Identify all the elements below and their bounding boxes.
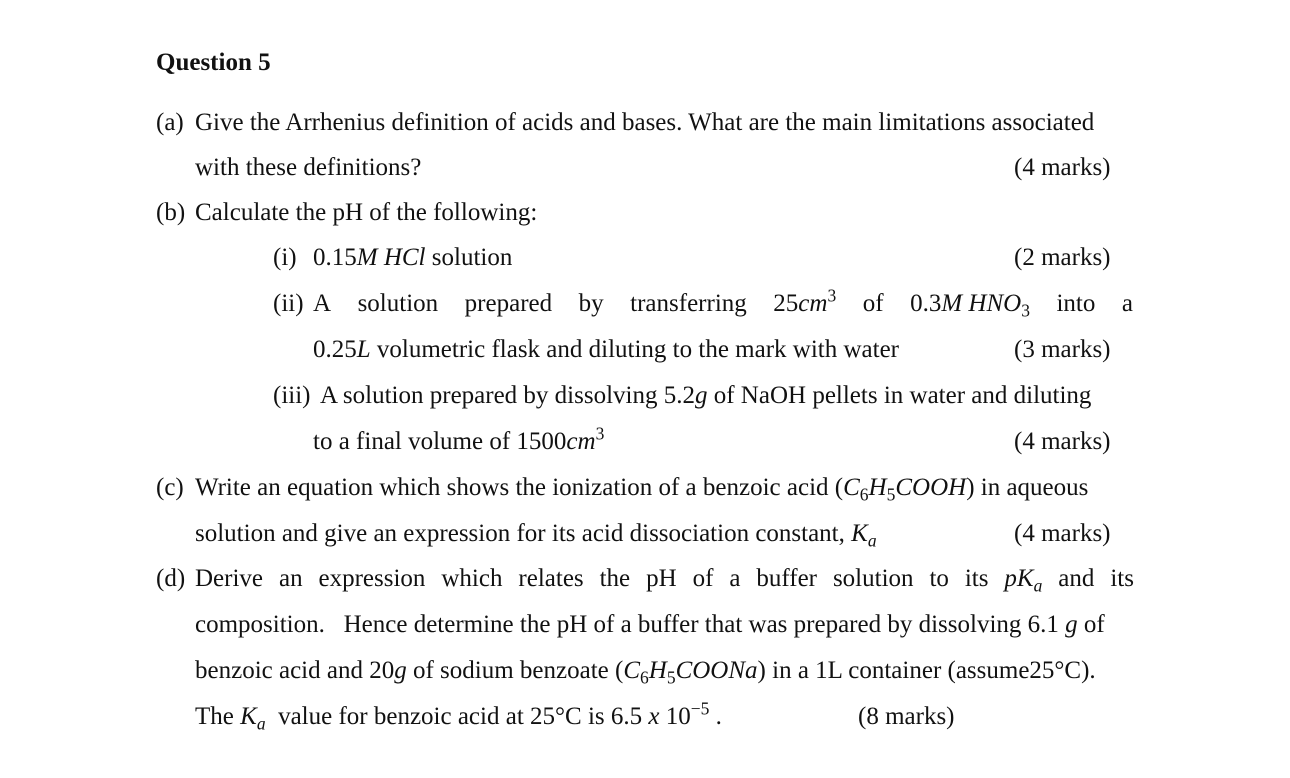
- volume-exponent: 3: [827, 285, 837, 306]
- hcl-formula: HCl: [383, 244, 426, 271]
- carbon: C: [843, 474, 860, 501]
- part-b-iii-label: (iii): [273, 382, 311, 409]
- paren-close: ): [757, 657, 766, 684]
- part-d-line3-post: in a 1L container (assume25°C).: [772, 657, 1096, 684]
- sodium-benzoate-mass-unit: g: [394, 657, 407, 684]
- mass-number: 5.2: [663, 382, 695, 409]
- word: expression: [318, 565, 426, 592]
- carboxylate-group: COONa: [675, 657, 758, 684]
- word: which: [441, 565, 503, 592]
- part-c-line1: [195, 474, 1089, 505]
- question-title: Question 5: [156, 49, 271, 76]
- word: into: [1056, 290, 1096, 317]
- part-d-marks: (8 marks): [858, 703, 955, 730]
- part-b-i-label: (i): [273, 244, 297, 271]
- word: and: [1058, 565, 1095, 592]
- sodium-benzoate-formula: [615, 657, 766, 688]
- acid-formula: HNO: [968, 290, 1022, 317]
- part-b-iii-line2: [313, 423, 605, 455]
- word: solution: [832, 565, 914, 592]
- part-b-ii-marks: (3 marks): [1014, 336, 1111, 363]
- acid-subscript: 3: [1021, 300, 1030, 321]
- concentration-value: 0.15: [313, 244, 357, 271]
- ka-symbol: K: [851, 520, 868, 547]
- part-b-iii-post: of NaOH pellets in water and diluting: [713, 382, 1092, 409]
- paren-open: (: [834, 474, 844, 501]
- power-exponent: −5: [690, 698, 710, 719]
- part-c-marks: (4 marks): [1014, 520, 1111, 547]
- pka-expr: [1004, 565, 1043, 596]
- word: a: [729, 565, 741, 592]
- part-b-i-marks: (2 marks): [1014, 244, 1111, 271]
- word: pH: [646, 565, 677, 592]
- final-volume-unit: cm: [566, 428, 596, 455]
- word: of: [862, 290, 884, 317]
- word: Derive: [195, 565, 264, 592]
- volume-expr: [773, 285, 837, 317]
- word: the: [599, 565, 631, 592]
- part-c-line1-pre: Write an equation which shows the ionization of a benzoic acid: [195, 474, 829, 501]
- part-b-label: (b): [156, 199, 186, 226]
- paren-close: ): [966, 474, 975, 501]
- hydrogen-subscript: 5: [666, 667, 676, 688]
- part-d-label: (d): [156, 565, 186, 592]
- volume-number: 25: [773, 290, 799, 317]
- pka-subscript: a: [1033, 575, 1043, 596]
- carbon-subscript: 6: [859, 484, 869, 505]
- part-b-ii-line2: [313, 337, 899, 362]
- benzoic-acid-formula: [834, 474, 975, 505]
- word: an: [278, 565, 303, 592]
- part-d-line4: [195, 698, 722, 734]
- part-c-line2-text: solution and give an expression for its acid dissociation constant,: [195, 520, 845, 547]
- word: transferring: [630, 290, 747, 317]
- part-b-iii-pre: A solution prepared by dissolving: [320, 382, 658, 409]
- part-b-ii-line2-text: volumetric flask and diluting to the mark with water: [376, 336, 900, 363]
- word: relates: [518, 565, 584, 592]
- sodium-benzoate-mass-number: 20: [369, 657, 395, 684]
- word: of: [692, 565, 714, 592]
- part-a-line2: with these definitions?: [195, 154, 422, 181]
- ka-subscript: a: [867, 530, 877, 551]
- power-base: 10: [665, 703, 691, 730]
- benzoic-acid-mass-number: 6.1: [1027, 611, 1059, 638]
- part-d-line3-mid: of sodium benzoate: [412, 657, 609, 684]
- word: by: [578, 290, 604, 317]
- word: buffer: [756, 565, 818, 592]
- carbon: C: [623, 657, 641, 684]
- molarity-unit: M: [356, 244, 378, 271]
- part-d-line2: [195, 612, 1105, 637]
- times-symbol: x: [648, 703, 660, 730]
- word: A: [313, 290, 332, 317]
- part-d-line2-post: of: [1083, 611, 1105, 638]
- hydrogen-subscript: 5: [886, 484, 896, 505]
- part-d-line3: [195, 657, 1096, 688]
- word: to: [929, 565, 949, 592]
- part-c-line1-post: in aqueous: [980, 474, 1089, 501]
- hydrogen: H: [648, 657, 667, 684]
- hydrogen: H: [868, 474, 887, 501]
- word: solution: [357, 290, 439, 317]
- part-d-line2-pre: composition. Hence determine the pH of a buffer that was prepared by dissolving: [195, 611, 1022, 638]
- concentration-number: 0.3: [910, 290, 942, 317]
- sentence-end: .: [715, 703, 722, 730]
- solution-word: solution: [431, 244, 513, 271]
- flask-volume-unit: L: [356, 336, 371, 363]
- part-d-line4-pre: The: [195, 703, 234, 730]
- word: a: [1121, 290, 1133, 317]
- word: its: [1110, 565, 1134, 592]
- part-b-iii-line2-pre: to a final volume of: [313, 428, 511, 455]
- ka-symbol: K: [240, 703, 257, 730]
- volume-unit: cm: [798, 290, 828, 317]
- part-b-iii-marks: (4 marks): [1014, 428, 1111, 455]
- part-d-line4-mid: value for benzoic acid at 25°C is 6.5: [278, 703, 643, 730]
- part-c-line2: [195, 520, 877, 551]
- part-b-iii-line1: [320, 383, 1091, 408]
- flask-volume-number: 0.25: [313, 336, 357, 363]
- hno3-expr: [910, 290, 1030, 321]
- part-a-marks: (4 marks): [1014, 154, 1111, 181]
- benzoic-acid-mass-unit: g: [1065, 611, 1078, 638]
- final-volume-exponent: 3: [595, 423, 605, 444]
- word: its: [964, 565, 989, 592]
- word: prepared: [464, 290, 553, 317]
- part-d-line1: [195, 565, 1134, 596]
- pka-symbol: pK: [1004, 565, 1034, 592]
- part-b-ii-label: (ii): [273, 290, 304, 317]
- final-volume-number: 1500: [516, 428, 567, 455]
- part-d-line3-pre: benzoic acid and: [195, 657, 363, 684]
- mass-unit: g: [694, 382, 708, 409]
- part-a-line1: Give the Arrhenius definition of acids and bases. What are the main limitations associated: [195, 109, 1095, 136]
- part-b-ii-line1: [313, 285, 1133, 321]
- ka-subscript: a: [256, 713, 266, 734]
- carbon-subscript: 6: [640, 667, 649, 688]
- paren-open: (: [615, 657, 624, 684]
- part-b-i-text: [313, 245, 512, 270]
- molarity-unit: M: [941, 290, 963, 317]
- part-b-intro: Calculate the pH of the following:: [195, 199, 538, 226]
- part-c-label: (c): [156, 474, 184, 501]
- part-a-label: (a): [156, 109, 184, 136]
- carboxyl-group: COOH: [895, 474, 967, 501]
